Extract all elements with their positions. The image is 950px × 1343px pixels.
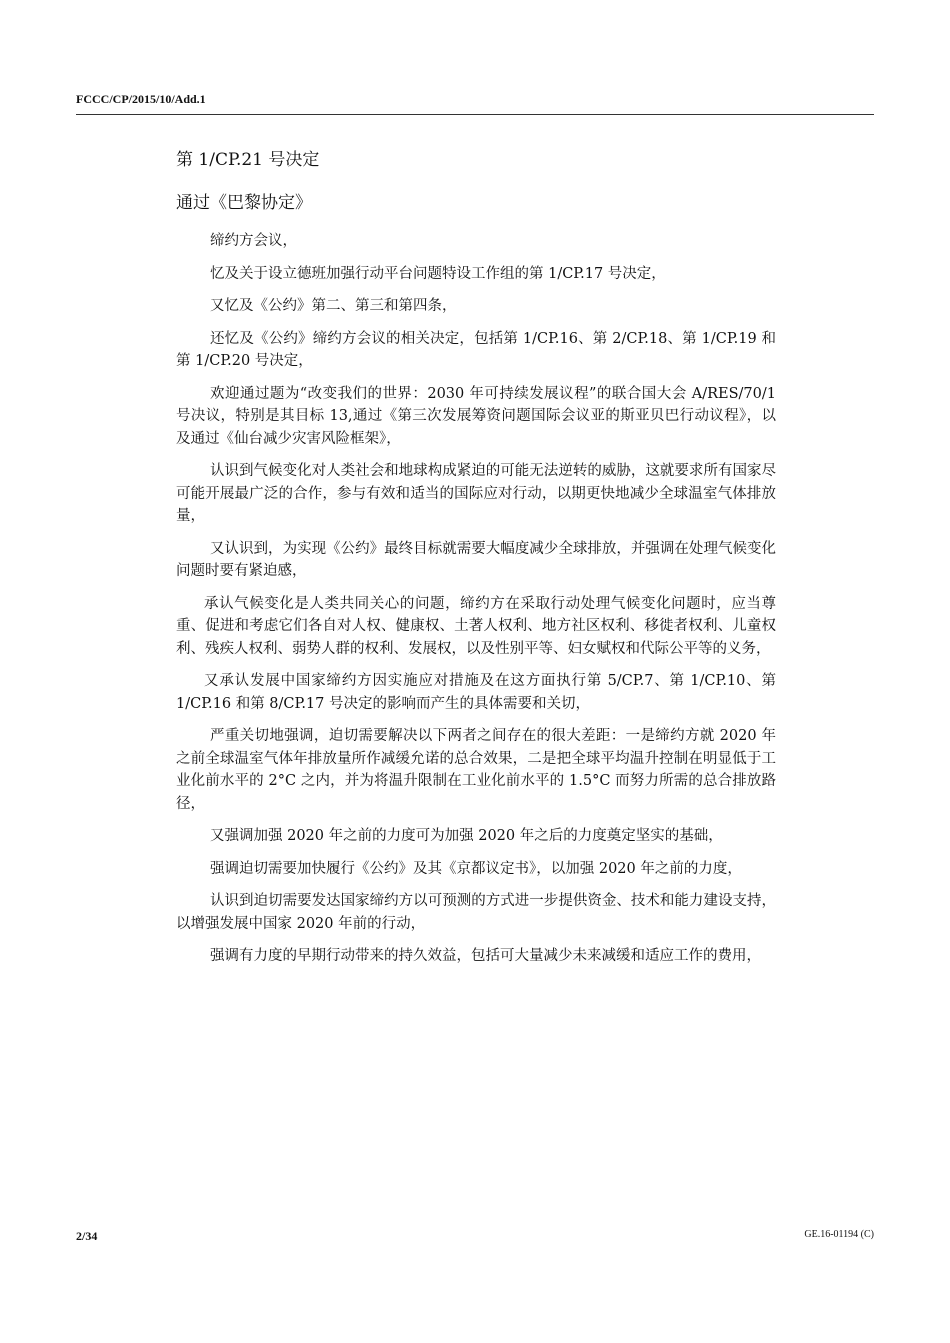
page-number: 2/34 bbox=[76, 1229, 98, 1243]
document-symbol: FCCC/CP/2015/10/Add.1 bbox=[76, 92, 206, 106]
preamble-paragraph: 强调迫切需要加快履行《公约》及其《京都议定书》，以加强 2020 年之前的力度， bbox=[210, 860, 742, 877]
preamble-paragraph: 认识到迫切需要发达国家缔约方以可预测的方式进一步提供资金、技术和能力建设支持，以增强发展中国家 2020 年前的行动， bbox=[176, 893, 776, 932]
preamble-paragraph: 还忆及《公约》缔约方会议的相关决定，包括第 1/CP.16、第 2/CP.18、第 1/CP.19 和第 1/CP.20 号决定， bbox=[176, 330, 776, 369]
header-divider bbox=[76, 114, 874, 115]
preamble-paragraph: 强调有力度的早期行动带来的持久效益，包括可大量减少未来减缓和适应工作的费用， bbox=[210, 948, 761, 964]
preamble-paragraph: 严重关切地强调，迫切需要解决以下两者之间存在的很大差距：一是缔约方就 2020 年之前全球温室气体年排放量所作减缓允诺的总合效果，二是把全球平均温升控制在明显低于工业化前水平的 2°C 之内，并为将温升限制在工业化前水平的 1.5°C 而努力所需的总合排放路径， bbox=[176, 728, 776, 812]
preamble-paragraph: 缔约方会议， bbox=[210, 233, 297, 249]
preamble-body bbox=[176, 230, 776, 978]
decision-subject: 通过《巴黎协定》 bbox=[176, 193, 312, 213]
job-number: GE.16-01194 (C) bbox=[804, 1229, 874, 1240]
preamble-paragraph: 又忆及《公约》第二、第三和第四条， bbox=[210, 298, 457, 314]
preamble-paragraph: 欢迎通过题为“改变我们的世界：2030 年可持续发展议程”的联合国大会 A/RES/70/1 号决议，特别是其目标 13,通过《第三次发展筹资问题国际会议亚的斯亚贝巴行动议程》，以及通过《仙台减少灾害风险框架》， bbox=[176, 385, 776, 447]
preamble-paragraph: 认识到气候变化对人类社会和地球构成紧迫的可能无法逆转的威胁，这就要求所有国家尽可能开展最广泛的合作，参与有效和适当的国际应对行动，以期更快地减少全球温室气体排放量， bbox=[176, 463, 776, 524]
decision-title: 第 1/CP.21 号决定 bbox=[176, 150, 320, 170]
preamble-paragraph: 承认气候变化是人类共同关心的问题，缔约方在采取行动处理气候变化问题时，应当尊重、促进和考虑它们各自对人权、健康权、土著人权利、地方社区权利、移徙者权利、儿童权利、残疾人权利、弱势人群的权利、发展权，以及性别平等、妇女赋权和代际公平等的义务， bbox=[176, 595, 776, 657]
preamble-paragraph: 忆及关于设立德班加强行动平台问题特设工作组的第 1/CP.17 号决定， bbox=[210, 265, 666, 282]
preamble-paragraph: 又强调加强 2020 年之前的力度可为加强 2020 年之后的力度奠定坚实的基础， bbox=[210, 828, 723, 844]
preamble-paragraph: 又认识到，为实现《公约》最终目标就需要大幅度减少全球排放，并强调在处理气候变化问题时要有紧迫感， bbox=[176, 540, 776, 579]
preamble-paragraph: 又承认发展中国家缔约方因实施应对措施及在这方面执行第 5/CP.7、第 1/CP.10、第 1/CP.16 和第 8/CP.17 号决定的影响而产生的具体需要和关切， bbox=[176, 673, 776, 712]
